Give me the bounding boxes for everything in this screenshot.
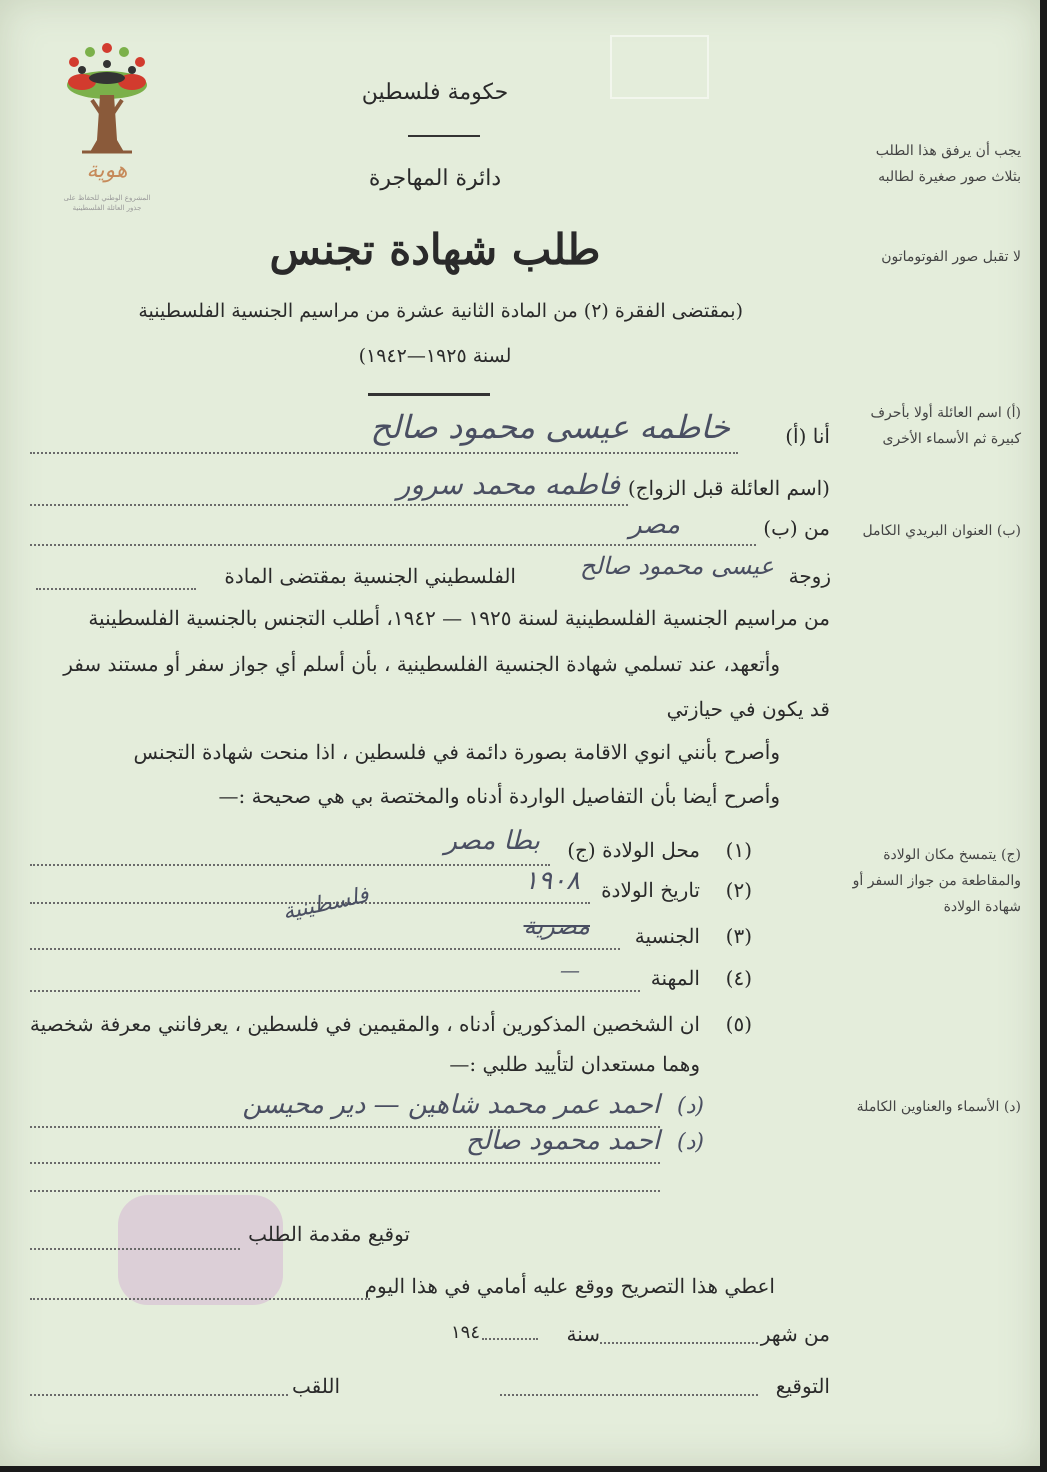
note-photos: يجب أن يرفق هذا الطلب بثلاث صور صغيرة لطالبه xyxy=(875,143,1021,185)
scan-edge-bottom xyxy=(0,1466,1047,1472)
item-number: (٣) xyxy=(725,924,752,948)
item5-line2: وهما مستعدان لتأييد طلبي :— xyxy=(449,1052,700,1076)
form-subtitle-years: لسنة ١٩٢٥—١٩٤٢) xyxy=(358,345,512,367)
label-from: من (ب) xyxy=(763,516,830,540)
item-label: المهنة xyxy=(650,966,700,990)
logo-caption-1: المشروع الوطني للحفاظ على xyxy=(63,194,151,202)
label-title: اللقب xyxy=(291,1374,340,1398)
label-month: من شهر xyxy=(760,1322,830,1346)
field-line-applicant-signature xyxy=(30,1248,240,1250)
item5-line1: ان الشخصين المذكورين أدناه ، والمقيمين في فلسطين ، يعرفانني معرفة شخصية xyxy=(29,1012,700,1036)
tape-mark xyxy=(610,35,709,99)
witness2-mark: (د) xyxy=(677,1130,704,1155)
field-line-nationality xyxy=(30,948,620,950)
item-number: (٤) xyxy=(725,966,752,990)
item-number: (١) xyxy=(725,838,752,862)
label-wife-of: زوجة xyxy=(788,564,831,588)
label-maiden-name: (اسم العائلة قبل الزواج) xyxy=(627,476,830,500)
handwritten-name: خاطمه عيسى محمود صالح xyxy=(370,408,730,446)
year-prefix: ١٩٤ xyxy=(450,1322,480,1343)
logo-name: هوية xyxy=(86,158,128,183)
label-year: سنة xyxy=(566,1322,600,1346)
handwritten-witness-1: احمد عمر محمد شاهين — دير محيسن xyxy=(242,1090,660,1120)
item-number: (٢) xyxy=(725,878,752,902)
handwritten-birthdate: ١٩٠٨ xyxy=(524,866,580,896)
form-title: طلب شهادة تجنس xyxy=(269,225,601,274)
handwritten-nationality: مصرية xyxy=(523,912,590,940)
witness1-mark: (د) xyxy=(677,1094,704,1119)
field-line-name xyxy=(30,452,738,454)
note-photomaton: لا تقبل صور الفوتوماتون xyxy=(881,249,1021,265)
field-line-year xyxy=(482,1338,538,1340)
handwritten-profession: — xyxy=(560,958,580,982)
handwritten-nationality-note: فلسطينية xyxy=(280,882,371,926)
para2: وأصرح بأنني انوي الاقامة بصورة دائمة في فلسطين ، اذا منحت شهادة التجنس xyxy=(133,740,780,764)
item-label: تاريخ الولادة xyxy=(601,878,700,902)
divider-1 xyxy=(408,135,480,137)
field-line-from xyxy=(30,544,756,546)
hawiya-logo xyxy=(52,40,162,220)
para1-line2: وأتعهد، عند تسلمي شهادة الجنسية الفلسطينية ، بأن أسلم أي جواز سفر أو مستند سفر xyxy=(63,652,780,676)
field-line-witness-2 xyxy=(30,1162,660,1164)
wife-suffix-text: الفلسطيني الجنسية بمقتضى المادة xyxy=(224,564,516,588)
signature-stamp xyxy=(118,1195,283,1305)
department-name: دائرة المهاجرة xyxy=(368,166,502,191)
declaration-text: اعطي هذا التصريح ووقع عليه أمامي في هذا اليوم xyxy=(364,1274,775,1298)
para1-line1: من مراسيم الجنسية الفلسطينية لسنة ١٩٢٥ — ١٩٤٢، أطلب التجنس بالجنسية الفلسطينية xyxy=(88,606,830,630)
note-d-names: (د) الأسماء والعناوين الكاملة xyxy=(856,1099,1021,1115)
divider-2 xyxy=(368,393,490,396)
field-line-declaration xyxy=(30,1298,370,1300)
field-line-witness-3 xyxy=(30,1190,660,1192)
note-b-address: (ب) العنوان البريدي الكامل xyxy=(862,523,1021,539)
handwritten-from: مصر xyxy=(629,510,680,540)
para1-line3: قد يكون في حيازتي xyxy=(666,697,830,721)
field-line-month xyxy=(600,1342,758,1344)
handwritten-husband: عيسى محمود صالح xyxy=(579,552,774,580)
government-name: حكومة فلسطين xyxy=(361,80,509,105)
form-subtitle: (بمقتضى الفقرة (٢) من المادة الثانية عشرة من مراسيم الجنسية الفلسطينية xyxy=(138,300,743,322)
handwritten-witness-2: احمد محمود صالح xyxy=(466,1126,660,1156)
handwritten-birthplace: بطا مصر xyxy=(444,826,540,856)
field-line-title xyxy=(30,1394,288,1396)
note-a-family-name: (أ) اسم العائلة أولا بأحرف كبيرة ثم الأسماء الأخرى xyxy=(870,405,1021,447)
field-line-profession xyxy=(30,990,640,992)
item5-number: (٥) xyxy=(725,1012,752,1036)
item-label: الجنسية xyxy=(634,924,700,948)
field-line-maiden xyxy=(30,504,628,506)
label-name-a: أنا (أ) xyxy=(785,424,830,448)
logo-caption-2: جذور العائلة الفلسطينية xyxy=(72,204,142,212)
field-line-signature xyxy=(500,1394,758,1396)
field-line-article xyxy=(36,588,196,590)
label-signature: التوقيع xyxy=(775,1374,830,1398)
para3: وأصرح أيضا بأن التفاصيل الواردة أدناه والمختصة بي هي صحيحة :— xyxy=(218,784,780,808)
handwritten-maiden-name: فاطمه محمد سرور xyxy=(396,468,620,501)
item-label: محل الولادة (ج) xyxy=(567,838,700,862)
label-applicant-signature: توقيع مقدمة الطلب xyxy=(248,1222,410,1246)
scan-edge-right xyxy=(1040,0,1047,1472)
note-c-birthplace: (ج) يتمسخ مكان الولادة والمقاطعة من جواز السفر أو شهادة الولادة xyxy=(852,847,1021,915)
